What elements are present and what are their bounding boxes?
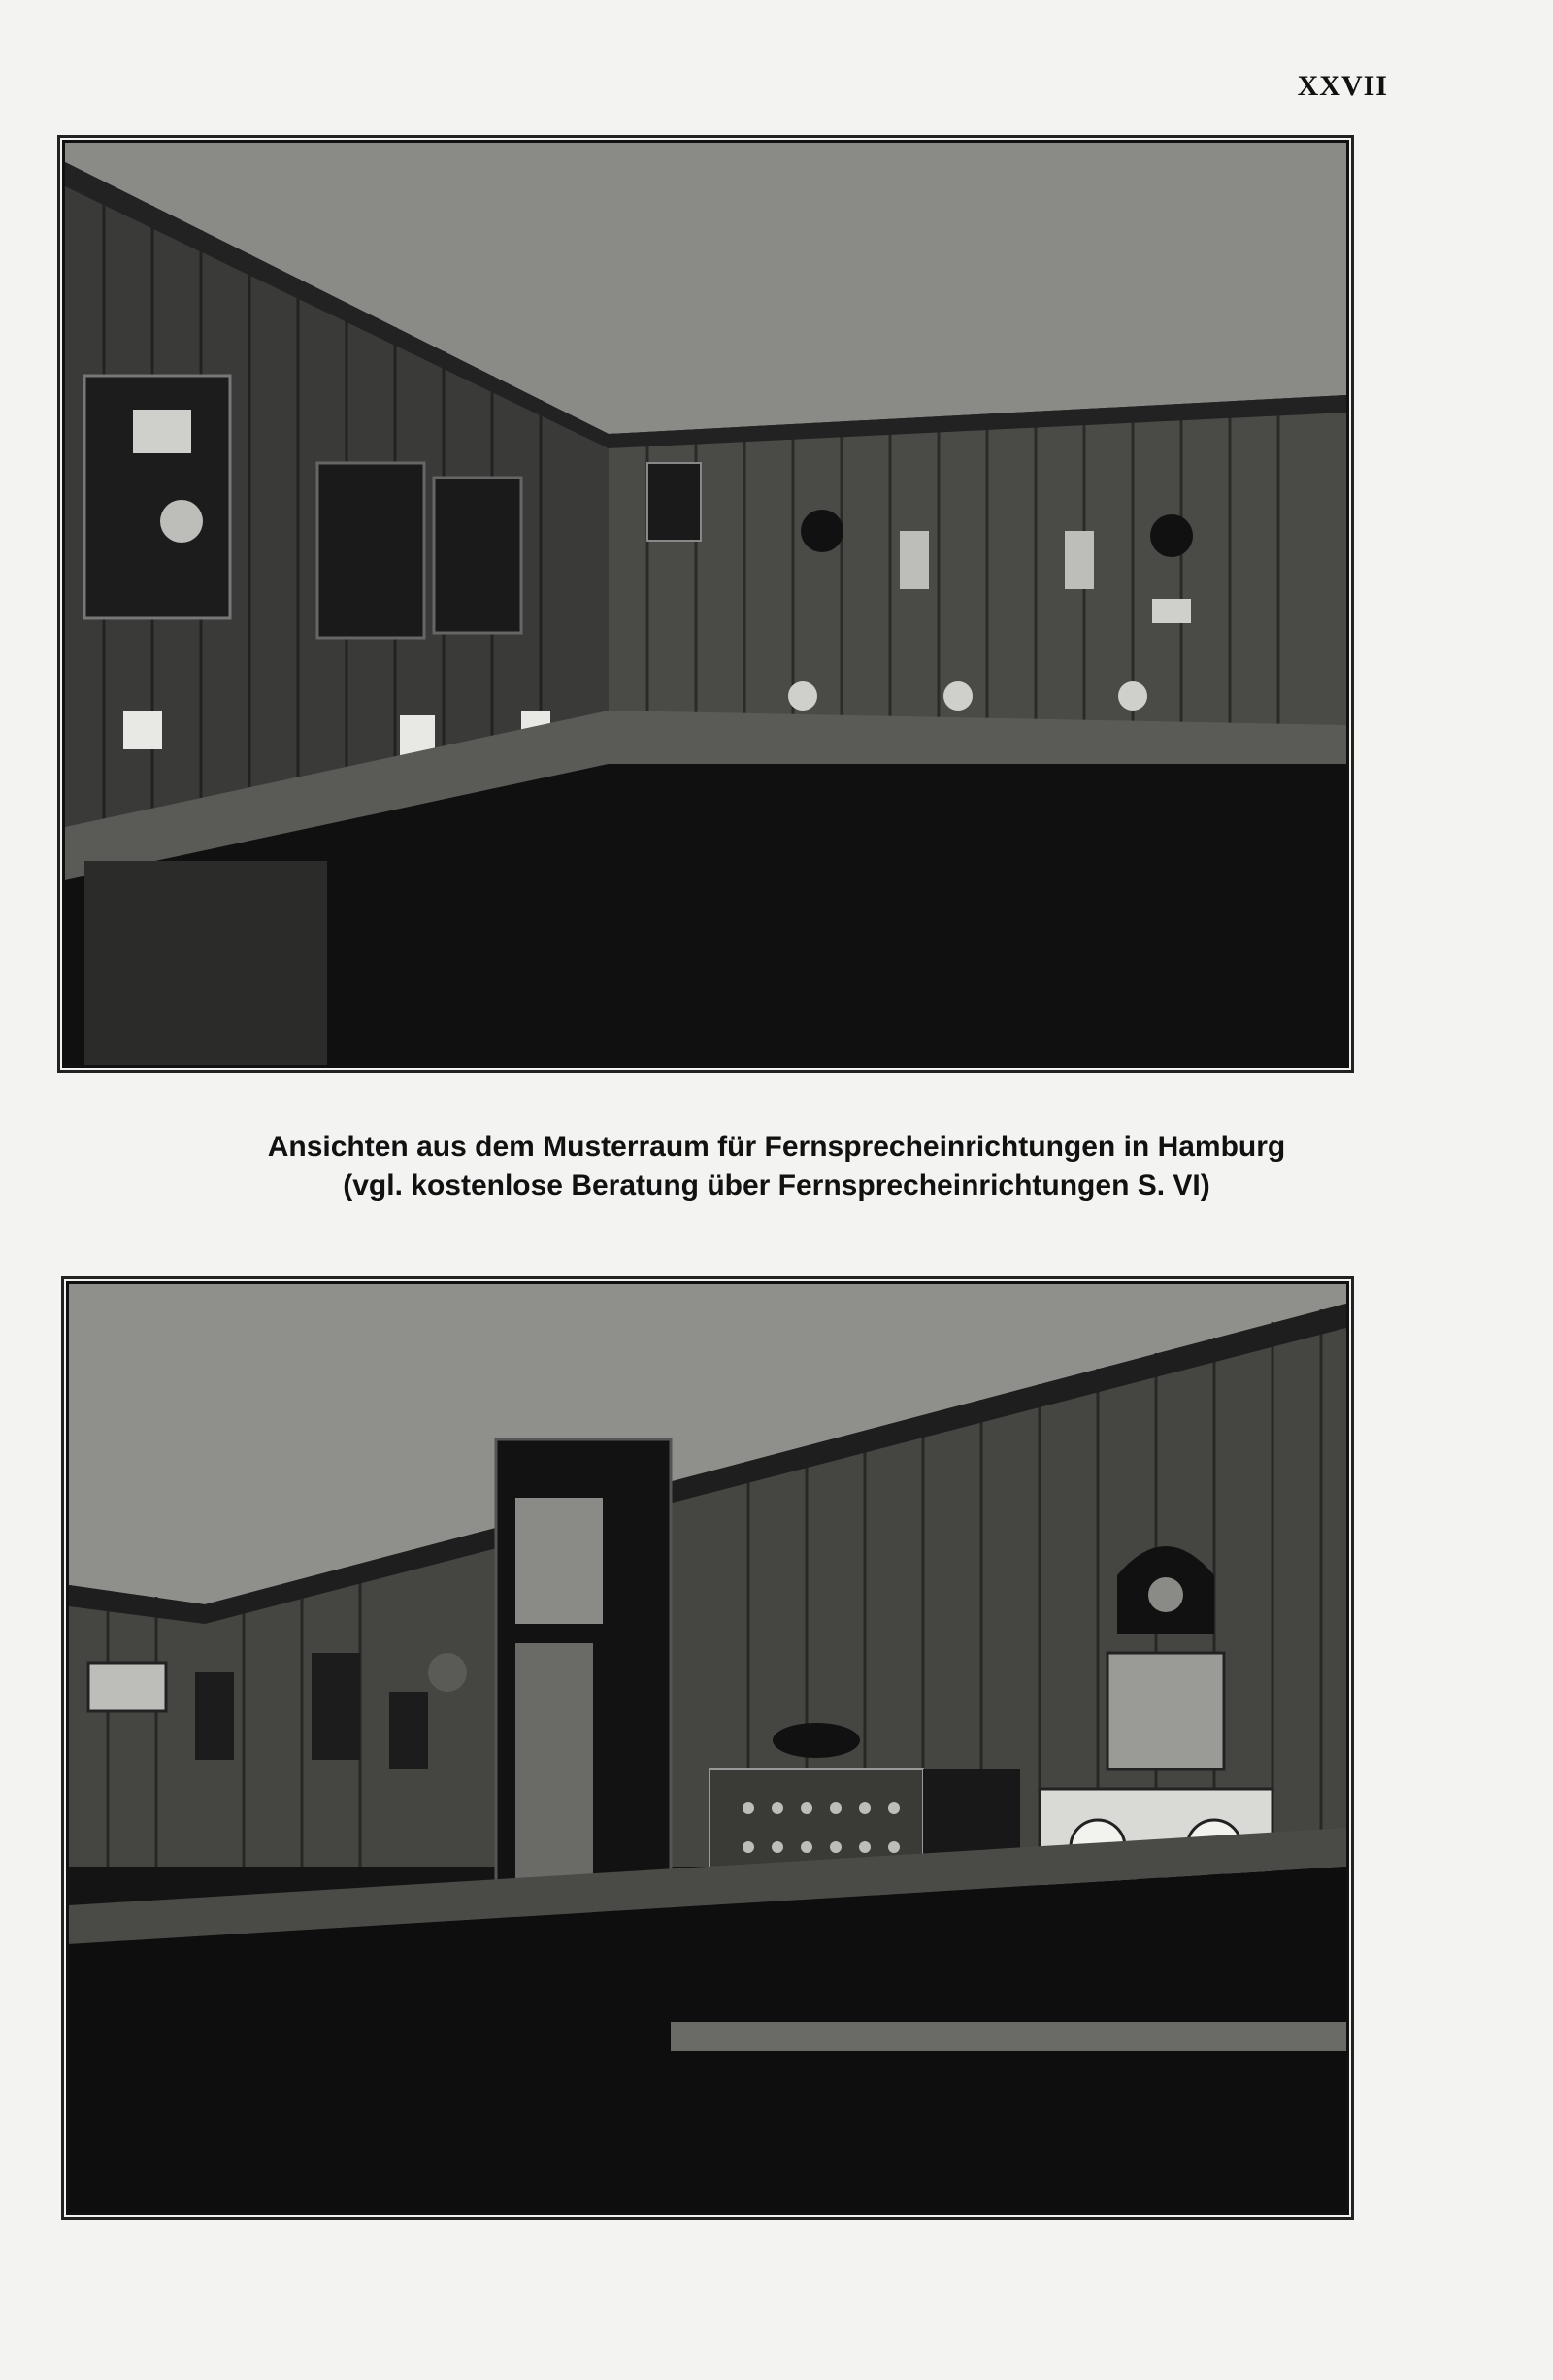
photo-bottom bbox=[66, 1281, 1349, 2215]
caption-line-2: (vgl. kostenlose Beratung über Fernsprecheinrichtungen S. VI) bbox=[343, 1170, 1210, 1202]
caption-line-1: Ansichten aus dem Musterraum für Fernsprecheinrichtungen in Hamburg bbox=[267, 1131, 1286, 1163]
photo-top bbox=[62, 140, 1349, 1068]
page-number: XXVII bbox=[1297, 70, 1388, 102]
photo-bottom-image bbox=[69, 1284, 1346, 2212]
photo-top-image bbox=[65, 143, 1346, 1065]
caption bbox=[0, 1128, 1553, 1206]
